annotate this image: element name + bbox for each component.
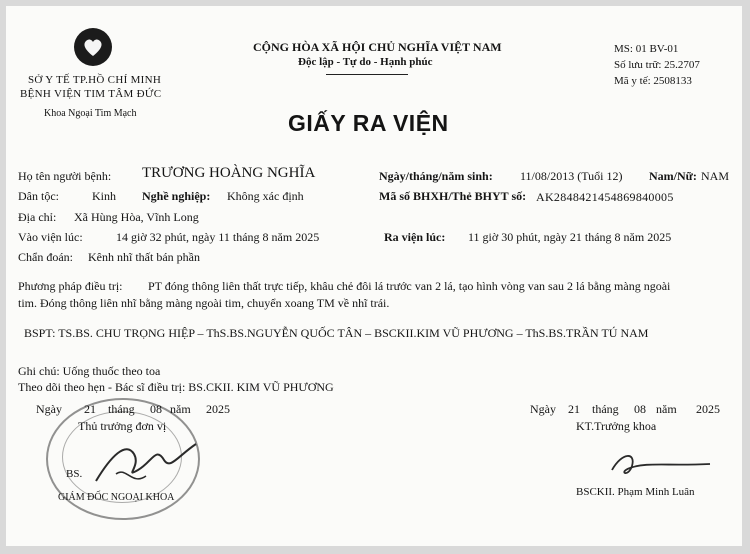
- job-value: Không xác định: [227, 189, 304, 203]
- dob-label: Ngày/tháng/năm sinh:: [379, 169, 493, 183]
- department-line-1: SỞ Y TẾ TP.HỒ CHÍ MINH: [28, 74, 162, 86]
- job-label: Nghề nghiệp:: [142, 189, 211, 203]
- dob-value: 11/08/2013 (Tuổi 12): [520, 169, 623, 183]
- left-handwritten-signature: [86, 426, 206, 496]
- left-date-day-label: Ngày: [36, 402, 62, 416]
- left-date-day: 21: [84, 402, 96, 416]
- heart-logo-icon: [74, 28, 112, 66]
- form-code: MS: 01 BV-01: [614, 43, 679, 55]
- address-label: Địa chỉ:: [18, 210, 57, 224]
- right-signer-role: KT.Trưởng khoa: [576, 419, 657, 433]
- admit-value: 14 giờ 32 phút, ngày 11 tháng 8 năm 2025: [116, 230, 320, 244]
- discharge-paper: [6, 6, 742, 546]
- discharge-label: Ra viện lúc:: [384, 230, 446, 244]
- left-date-month-label: tháng: [108, 402, 135, 416]
- medical-code: Mã y tế: 2508133: [614, 75, 692, 87]
- patient-name: TRƯƠNG HOÀNG NGHĨA: [142, 165, 316, 181]
- document-title: GIẤY RA VIỆN: [288, 110, 449, 136]
- ethnic-value: Kinh: [92, 189, 116, 203]
- right-date-month-label: tháng: [592, 402, 619, 416]
- ethnic-label: Dân tộc:: [18, 189, 59, 203]
- motto-underline: [326, 74, 408, 75]
- note-line: Ghi chú: Uống thuốc theo toa: [18, 364, 161, 378]
- address-value: Xã Hùng Hòa, Vĩnh Long: [74, 210, 199, 224]
- right-date-year: 2025: [696, 402, 720, 416]
- motto: Độc lập - Tự do - Hạnh phúc: [298, 56, 433, 68]
- insurance-label: Mã số BHXH/Thẻ BHYT số:: [379, 189, 527, 203]
- treatment-label: Phương pháp điều trị:: [18, 279, 123, 293]
- right-date-year-label: năm: [656, 402, 677, 416]
- left-signer-prefix: BS.: [66, 468, 83, 480]
- followup-line: Theo dõi theo hẹn - Bác sĩ điều trị: BS.CKII. KIM VŨ PHƯƠNG: [18, 380, 334, 394]
- diagnosis-label: Chẩn đoán:: [18, 250, 73, 264]
- storage-number: Số lưu trữ: 25.2707: [614, 59, 700, 71]
- patient-name-label: Họ tên người bệnh:: [18, 169, 112, 183]
- left-signer-position: GIÁM ĐỐC NGOẠI KHOA: [58, 492, 175, 503]
- left-signer-role: Thủ trưởng đơn vị: [78, 419, 167, 433]
- right-handwritten-signature: [606, 444, 716, 484]
- left-date-year: 2025: [206, 402, 230, 416]
- nation-heading: CỘNG HÒA XÃ HỘI CHỦ NGHĨA VIỆT NAM: [253, 40, 502, 54]
- diagnosis-value: Kênh nhĩ thất bán phần: [88, 250, 200, 264]
- treatment-line-2: tim. Đóng thông liên nhĩ bằng màng ngoài tim, chuyển xoang TM về nhĩ trái.: [18, 296, 390, 310]
- left-date-month: 08: [150, 402, 162, 416]
- department-name: Khoa Ngoại Tim Mạch: [44, 108, 137, 119]
- right-signer-name: BSCKII. Phạm Minh Luân: [576, 486, 695, 498]
- hospital-name: BỆNH VIỆN TIM TÂM ĐỨC: [20, 88, 162, 100]
- treatment-line-1: PT đóng thông liên thất trực tiếp, khâu chẻ đôi lá trước van 2 lá, tạo hình vòng van sau 2 lá bằng màng ngoài: [148, 279, 671, 293]
- right-date-month: 08: [634, 402, 646, 416]
- gender-label: Nam/Nữ:: [649, 169, 697, 183]
- discharge-value: 11 giờ 30 phút, ngày 21 tháng 8 năm 2025: [468, 230, 672, 244]
- left-date-year-label: năm: [170, 402, 191, 416]
- admit-label: Vào viện lúc:: [18, 230, 83, 244]
- gender-value: NAM: [701, 169, 730, 183]
- insurance-value: AK2848421454869840005: [536, 190, 674, 204]
- right-date-day: 21: [568, 402, 580, 416]
- right-date-day-label: Ngày: [530, 402, 556, 416]
- surgeon-list: BSPT: TS.BS. CHU TRỌNG HIỆP – ThS.BS.NGUYỄN QUỐC TÂN – BSCKII.KIM VŨ PHƯƠNG – ThS.BS.TRẦN TÚ NAM: [24, 326, 649, 340]
